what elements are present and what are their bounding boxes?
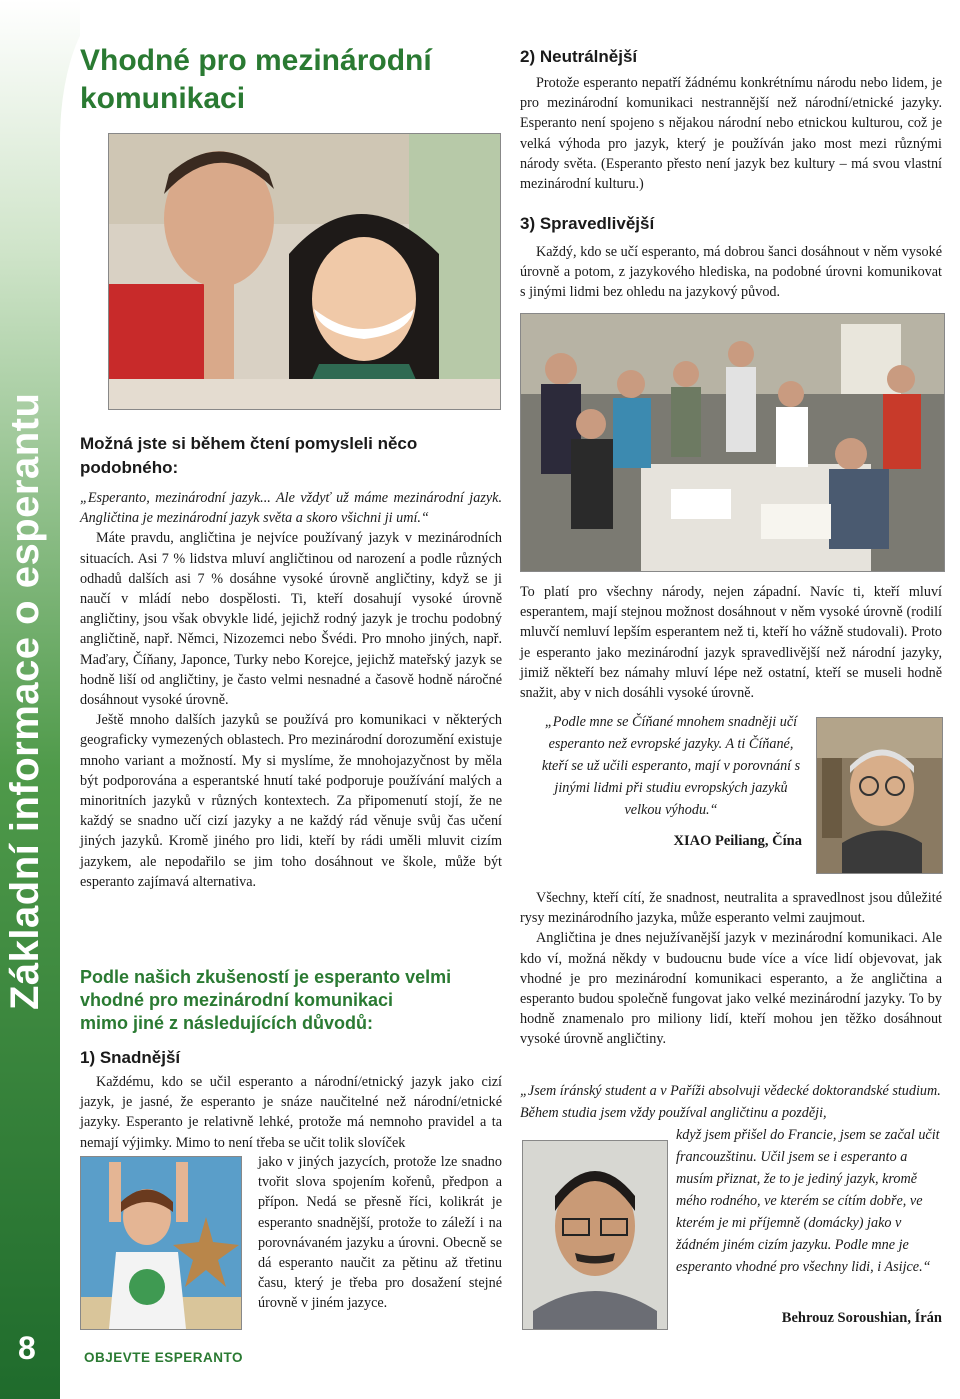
footer-brand: OBJEVTE ESPERANTO bbox=[84, 1350, 244, 1365]
section-fair bbox=[520, 214, 942, 303]
heading-fair: 3) Spravedlivější bbox=[520, 214, 655, 233]
text-thought-1: Máte pravdu, angličtina je nejvíce používaný jazyk v mezinárodních situacích. Asi 7 % lidstva mluví angličtinou od narození a podle různých odhadů dalších asi 7 % dosáhne vysoké úrovně angličtiny, když se ji naučí v mládí nebo dospělosti. Ti, kteří dosahují vysoké úrovně angličtiny, jsou však obvykle lidé, jejichž rodný jazyk je trochu podobný angličtině, např. Němci, Nizozemci nebo Švédi. Pro mnoho jiných, např. Maďary, Číňany, Japonce, Turky nebo Korejce, jejichž mateřský jazyk se hodně liší od angličtiny, je často velmi nesnadné a časově hodně náročné dosáhnout vysoké úrovně. bbox=[80, 530, 502, 709]
quote-thought: „Esperanto, mezinárodní jazyk... Ale vždyť už máme mezinárodní jazyk. Angličtina je mezinárodní jazyk světa a skoro všichni ji umí.“ bbox=[80, 490, 502, 527]
quote-behrouz-1: „Jsem íránský student a v Paříži absolvuji vědecké doktorandské studium. Během studia jsem vždy používal angličtinu a později, bbox=[520, 1083, 941, 1121]
photo-behrouz-portrait bbox=[522, 1140, 668, 1330]
signature-behrouz: Behrouz Soroushian, Írán bbox=[781, 1310, 942, 1326]
signature-xiao: XIAO Peiliang, Čína bbox=[673, 833, 802, 849]
photo-xiao-portrait bbox=[816, 717, 943, 874]
sidebar-title: Základní informace o esperantu bbox=[3, 392, 47, 1010]
quote-xiao-block bbox=[540, 711, 802, 850]
page-title-line1: Vhodné pro mezinárodní bbox=[80, 44, 432, 77]
page-title bbox=[80, 42, 500, 118]
page-number: 8 bbox=[18, 1330, 36, 1366]
section-conclusion bbox=[520, 888, 942, 1050]
quote-xiao: „Podle mne se Číňané mnohem snadněji učí esperanto než evropské jazyky. A ti Číňané, kteří se už učili esperanto, mají v porovnání s jinými lidmi při studiu evropských jazyků velkou výhodu.“ bbox=[541, 714, 801, 818]
heading-thought: Možná jste si během čtení pomysleli něco podobného: bbox=[80, 434, 418, 477]
section-neutral bbox=[520, 47, 942, 194]
section-thought bbox=[80, 432, 502, 892]
heading-neutral: 2) Neutrálnější bbox=[520, 47, 638, 66]
photo-group-meeting bbox=[520, 313, 945, 572]
text-easy-1: Každému, kdo se učil esperanto a národní/etnický jazyk jako cizí jazyk, je jasné, že esperanto je snáze naučitelné než národní/etnické jazyky. Esperanto je relativně lehké, protože má nemnoho pravidel a ta nemají výjimky. Mimo to není třeba se učit tolik slovíček bbox=[80, 1074, 502, 1151]
text-fair: Každý, kdo se učí esperanto, má dobrou šanci dosáhnout v něm vysoké úrovně a potom, z jazykového hlediska, na podobné úrovni komunikovat s jinými lidmi bez ohledu na jazykový původ. bbox=[520, 244, 942, 301]
text-neutral: Protože esperanto nepatří žádnému konkrétnímu národu nebo lidem, je pro mezinárodní komunikaci nestrannější než národní/etnické jazyky. Esperanto není spojeno s nějakou národní nebo etnickou kulturou, což je velká výhoda pro jazyk, který je používán jako most mezi různými národy světa. (Esperanto přesto není jazyk bez kultury – má svou vlastní mezinárodní kulturu.) bbox=[520, 75, 942, 193]
text-easy-2: jako v jiných jazycích, protože lze snadno tvořit slova spojením kořenů, předpon a přípon. Nedá se přesně říci, kolikrát je esperanto snadnější, protože to záleží i na porovnávaném jazyku a úrovni. Obecně se dá esperanto naučit za pětinu až třetinu času, který je třeba pro dosažení stejné úrovně v jiném jazyce. bbox=[258, 1154, 502, 1312]
heading-easy: 1) Snadnější bbox=[80, 1048, 181, 1067]
section-easy bbox=[80, 1048, 502, 1153]
page-title-line2: komunikaci bbox=[80, 82, 246, 115]
text-nations: To platí pro všechny národy, nejen západní. Navíc ti, kteří mluví esperantem, mají stejnou možnost dosáhnout v něm vysoké úrovně (rodilí mluvčí nemluví lepším esperantem než ti, kteří ho vážně studovali). Proto je esperanto jako mezinárodní jazyk spravedlivější než národní jazyky, jimiž někteří bez námahy mluví lépe než ostatní, kteří se museli hodně snažit, aby v nich dosáhli vysoké úrovně. bbox=[520, 584, 942, 702]
text-conclusion-1: Všechny, kteří cítí, že snadnost, neutralita a spravedlnost jsou důležité rysy mezinárodního jazyka, může esperanto velmi zaujmout. bbox=[520, 890, 942, 927]
quote-behrouz-2: když jsem přišel do Francie, jsem se začal učit francouzštinu. Učil jsem se i esperanto a musím přiznat, že to je jediný jazyk, kromě mého rodného, ve kterém se cítím dobře, ve kterém je mi příjemně (domácky) jako v žádném jiném cizím jazyku. Podle mne je esperanto vhodné pro všechny lidi, i Asijce.“ bbox=[676, 1127, 940, 1275]
heading-reasons-line3: mimo jiné z následujících důvodů: bbox=[80, 1013, 374, 1033]
heading-reasons bbox=[80, 966, 502, 1035]
photo-child-starfish bbox=[80, 1156, 242, 1330]
heading-reasons-line1: Podle našich zkušeností je esperanto velmi bbox=[80, 967, 452, 987]
signature-behrouz-block bbox=[676, 1310, 942, 1327]
section-easy-wrap bbox=[258, 1152, 502, 1314]
heading-reasons-line2: vhodné pro mezinárodní komunikaci bbox=[80, 990, 394, 1010]
section-nations bbox=[520, 582, 942, 703]
text-conclusion-2: Angličtina je dnes nejužívanější jazyk v mezinárodní komunikaci. Ale kdo ví, možná někdy v budoucnu bude více a více lidí objevovat, jak vhodné je pro mezinárodní komunikaci esperanto, a že angličtina a esperanto budou společně fungovat jako velké mezinárodní jazyky. To by hodně znamenalo pro miliony lidí, kteří mohou jen těžko dosáhnout vysoké úrovně angličtiny. bbox=[520, 930, 942, 1048]
quote-behrouz-top bbox=[520, 1080, 942, 1124]
section-reasons bbox=[80, 966, 502, 1035]
photo-tutor-student bbox=[108, 133, 501, 410]
quote-behrouz-wrap-block bbox=[676, 1124, 942, 1278]
text-thought-2: Ještě mnoho dalších jazyků se používá pro komunikaci v některých geograficky vymezených oblastech. Pro mezinárodní dorozumění existuje mnoho variant a možností. My si myslíme, že mnohojazyčnost by měla být podporována a esperantské hnutí také podporuje používání malých a minoritních jazyků v různých kontextech. Za připomenutí stojí, že ne každý se snadno učí cizí jazyky a ne každý rád věnuje svůj čas učení jiných jazyků. Kromě jiného pro lidi, kteří by rádi uměli mluvit cizím jazykem, ale nepodařilo se jim toho dosáhnout ve škole, může být esperanto zajímavá alternativa. bbox=[80, 712, 502, 890]
